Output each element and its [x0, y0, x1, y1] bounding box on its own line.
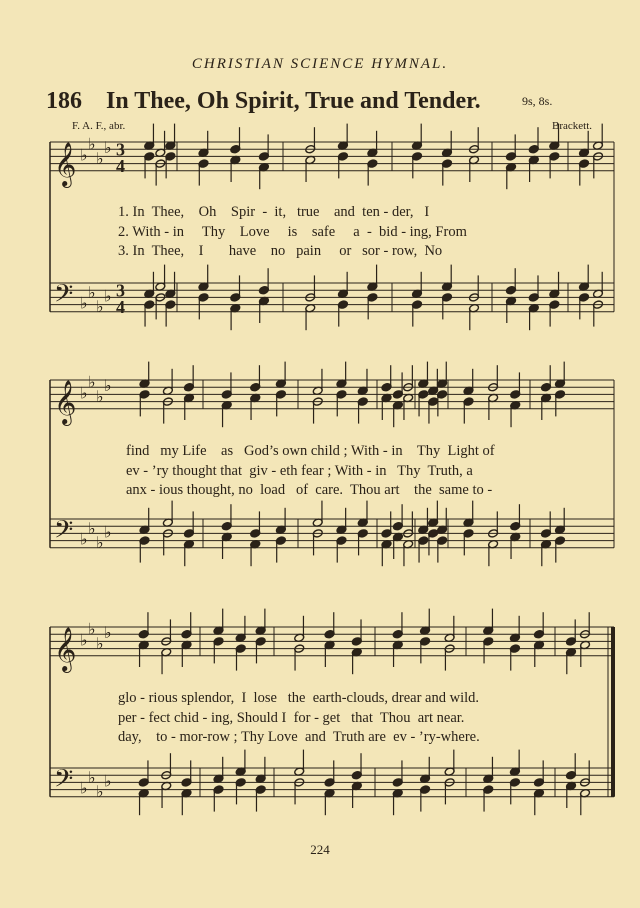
- flat-sign: ♭: [80, 630, 88, 650]
- flat-sign: ♭: [96, 297, 104, 317]
- lyric-line-verse2: 2. With - in Thy Love is safe a - bid - ing, From: [118, 224, 467, 240]
- flat-sign: ♭: [88, 518, 96, 538]
- running-head: CHRISTIAN SCIENCE HYMNAL.: [191, 56, 449, 72]
- flat-sign: ♭: [88, 372, 96, 392]
- treble-clef: 𝄞: [54, 626, 77, 671]
- flat-sign: ♭: [104, 623, 112, 643]
- words-credit: F. A. F., abr.: [72, 120, 126, 132]
- time-signature-lower: 4: [116, 296, 125, 317]
- bass-clef: 𝄢: [54, 279, 74, 315]
- flat-sign: ♭: [104, 376, 112, 396]
- flat-sign: ♭: [88, 134, 96, 154]
- tune-credit: Brackett.: [551, 120, 592, 132]
- flat-sign: ♭: [104, 286, 112, 306]
- flat-sign: ♭: [80, 383, 88, 403]
- flat-sign: ♭: [104, 138, 112, 158]
- flat-sign: ♭: [96, 387, 104, 406]
- flat-sign: ♭: [104, 522, 112, 542]
- time-signature-upper: 3: [116, 139, 125, 160]
- flat-sign: ♭: [104, 771, 112, 791]
- flat-sign: ♭: [88, 767, 96, 787]
- flat-sign: ♭: [80, 145, 88, 165]
- lyric-line-verse1: 1. In Thee, Oh Spir - it, true and ten - der, I: [118, 204, 430, 220]
- lyric-line-verse2: ev - ’ry thought that giv - eth fear ; With - in Thy Truth, a: [126, 463, 473, 479]
- lyric-line-verse2: per - fect chid - ing, Should I for - get that Thou art near.: [118, 710, 465, 726]
- lyric-line-verse1: glo - rious splendor, I lose the earth-clouds, drear and wild.: [118, 690, 480, 706]
- flat-sign: ♭: [96, 634, 104, 653]
- treble-clef: 𝄞: [54, 379, 77, 424]
- flat-sign: ♭: [88, 619, 96, 639]
- flat-sign: ♭: [96, 149, 104, 168]
- time-signature-lower: 4: [116, 155, 125, 176]
- hymn-title: In Thee, Oh Spirit, True and Tender.: [106, 88, 481, 114]
- bass-clef: 𝄢: [54, 515, 74, 551]
- hymn-meter: 9s, 8s.: [522, 94, 553, 108]
- flat-sign: ♭: [80, 778, 88, 798]
- lyric-line-verse3: day, to - mor-row ; Thy Love and Truth are ev - ’ry-where.: [118, 729, 480, 745]
- flat-sign: ♭: [80, 293, 88, 313]
- lyric-line-verse3: anx - ious thought, no load of care. Thou art the same to -: [126, 482, 493, 498]
- time-signature-upper: 3: [116, 280, 125, 301]
- page-number: 224: [310, 842, 330, 857]
- lyric-line-verse3: 3. In Thee, I have no pain or sor - row, No: [118, 243, 443, 259]
- flat-sign: ♭: [96, 782, 104, 802]
- treble-clef: 𝄞: [54, 141, 77, 186]
- flat-sign: ♭: [80, 529, 88, 549]
- hymn-number: 186: [46, 88, 82, 114]
- bass-clef: 𝄢: [54, 764, 74, 800]
- flat-sign: ♭: [96, 533, 104, 553]
- flat-sign: ♭: [88, 282, 96, 302]
- lyric-line-verse1: find my Life as God’s own child ; With - in Thy Light of: [126, 443, 495, 459]
